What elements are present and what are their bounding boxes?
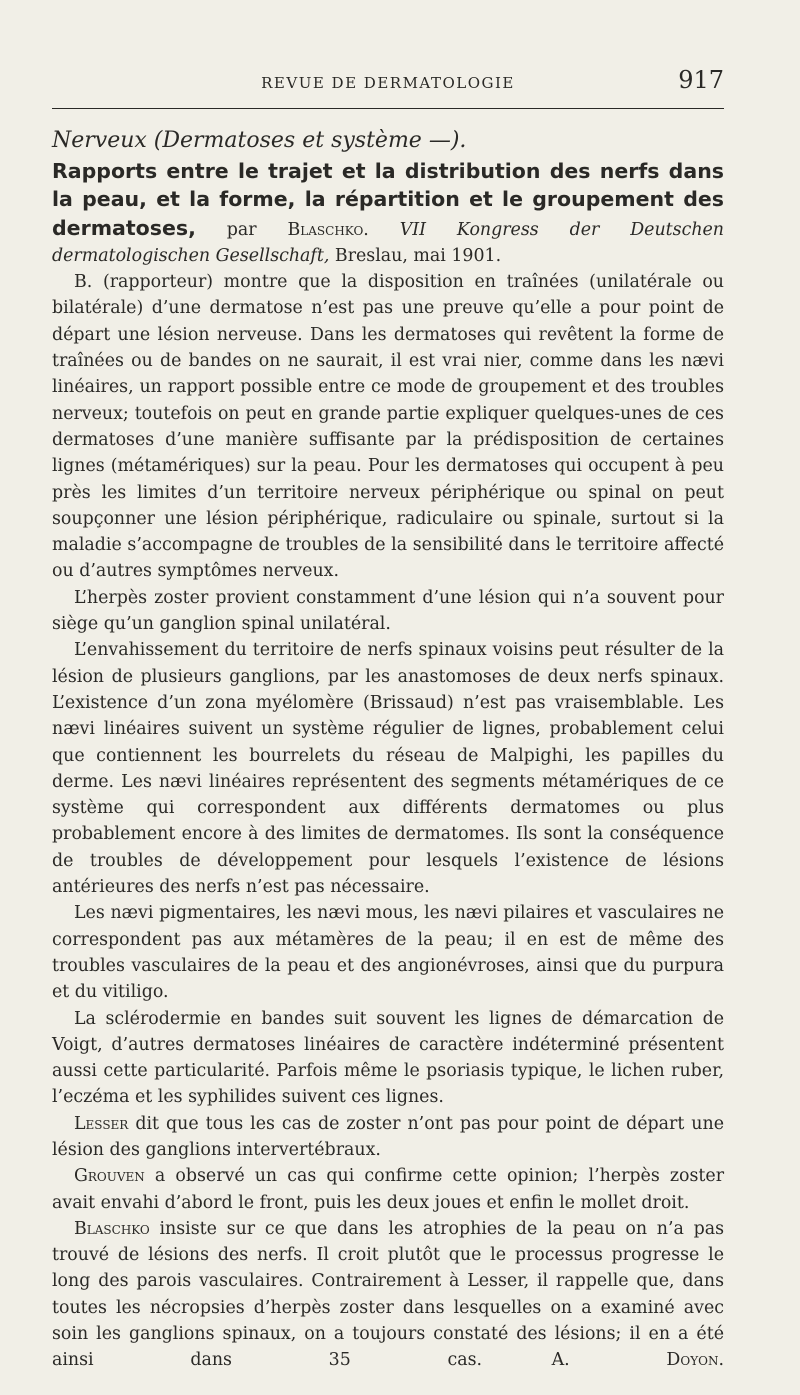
lesser-paragraph — [52, 1111, 724, 1164]
article-source: VII Kongress der Deutschen dermatologischen Gesellschaft, — [52, 219, 725, 266]
article-author: Blaschko. — [287, 219, 369, 240]
body-text — [52, 126, 724, 1374]
paragraph-3: L’envahissement du territoire de nerfs spinaux voisins peut résulter de la lésion de plusieurs ganglions, par les anastomoses de deux nerfs spinaux. L’existence d’un zona myélomère (Brissaud) n’est pas vraisemblable. Les nævi linéaires suivent un système régulier de lignes, probablement celui que contiennent les bourrelets du réseau de Malpighi, les papilles du derme. Les nævi linéaires représentent des segments métamériques de ce système qui correspondent aux différents dermatomes ou plus probablement encore à des limites de dermatomes. Ils sont la conséquence de troubles de développement pour lesquels l’existence de lésions antérieures des nerfs n’est pas nécessaire. — [52, 640, 724, 898]
blaschko-paragraph — [52, 1216, 724, 1374]
page-header — [52, 66, 724, 96]
running-title: REVUE DE DERMATOLOGIE — [261, 74, 515, 92]
article-place-date: Breslau, mai 1901. — [334, 245, 502, 266]
paragraph-2: L’herpès zoster provient constamment d’une lésion qui n’a souvent pour siège qu’un ganglion spinal unilatéral. — [52, 587, 724, 635]
by-word: par — [226, 219, 257, 240]
blaschko-text: insiste sur ce que dans les atrophies de la peau on n’a pas trouvé de lésions des nerfs. Il croit plutôt que le processus progresse le long des parois vasculaires. Contrairement à Lesser, il rappelle que, dans toutes les nécropsies d’herpès zoster dans lesquelles on a examiné avec soin les ganglions spinaux, on a toujours constaté des lésions; il en a été ainsi dans 35 cas. — [52, 1218, 724, 1371]
paragraph-4: Les nævi pigmentaires, les nævi mous, les nævi pilaires et vasculaires ne correspondent pas aux métamères de la peau; il en est de même des troubles vasculaires de la peau et des angionévroses, ainsi que du purpura et du vitiligo. — [52, 903, 724, 1003]
section-title: Nerveux (Dermatoses et système —). — [52, 128, 467, 153]
article-heading — [52, 158, 724, 269]
grouven-name: Grouven — [74, 1166, 145, 1187]
grouven-paragraph — [52, 1163, 724, 1216]
grouven-text: a observé un cas qui confirme cette opinion; l’herpès zoster avait envahi d’abord le front, puis les deux joues et enfin le mollet droit. — [52, 1166, 725, 1213]
page-number: 917 — [678, 66, 724, 94]
lesser-name: Lesser — [74, 1113, 129, 1134]
blaschko-name: Blaschko — [74, 1218, 150, 1239]
header-rule — [52, 108, 724, 109]
lesser-text: dit que tous les cas de zoster n’ont pas pour point de départ une lésion des ganglions intervertébraux. — [52, 1113, 724, 1160]
signature: A. Doyon. — [551, 1350, 724, 1371]
paragraph-5: La sclérodermie en bandes suit souvent les lignes de démarcation de Voigt, d’autres dermatoses linéaires de caractère indéterminé présentent aussi cette particularité. Parfois même le psoriasis typique, le lichen ruber, l’eczéma et les syphilides suivent ces lignes. — [52, 1008, 724, 1108]
paragraph-1: B. (rapporteur) montre que la disposition en traînées (unilatérale ou bilatérale) d’une dermatose n’est pas une preuve qu’elle a pour point de départ une lésion nerveuse. Dans les dermatoses qui revêtent la forme de traînées ou de bandes on ne saurait, il est vrai nier, comme dans les nævi linéaires, un rapport possible entre ce mode de groupement et des troubles nerveux; toutefois on peut en grande partie expliquer quelques-unes de ces dermatoses d’une manière suffisante par la prédisposition de certaines lignes (métamériques) sur la peau. Pour les dermatoses qui occupent à peu près les limites d’un territoire nerveux périphérique ou spinal on peut soupçonner une lésion périphérique, radiculaire ou spinale, surtout si la maladie s’accompagne de troubles de la sensibilité dans le territoire affecté ou d’autres symptômes nerveux. — [52, 272, 724, 582]
article-title: Rapports entre le trajet et la distribution des nerfs dans la peau, et la forme, la répartition et le groupement des dermatoses, — [52, 159, 724, 240]
